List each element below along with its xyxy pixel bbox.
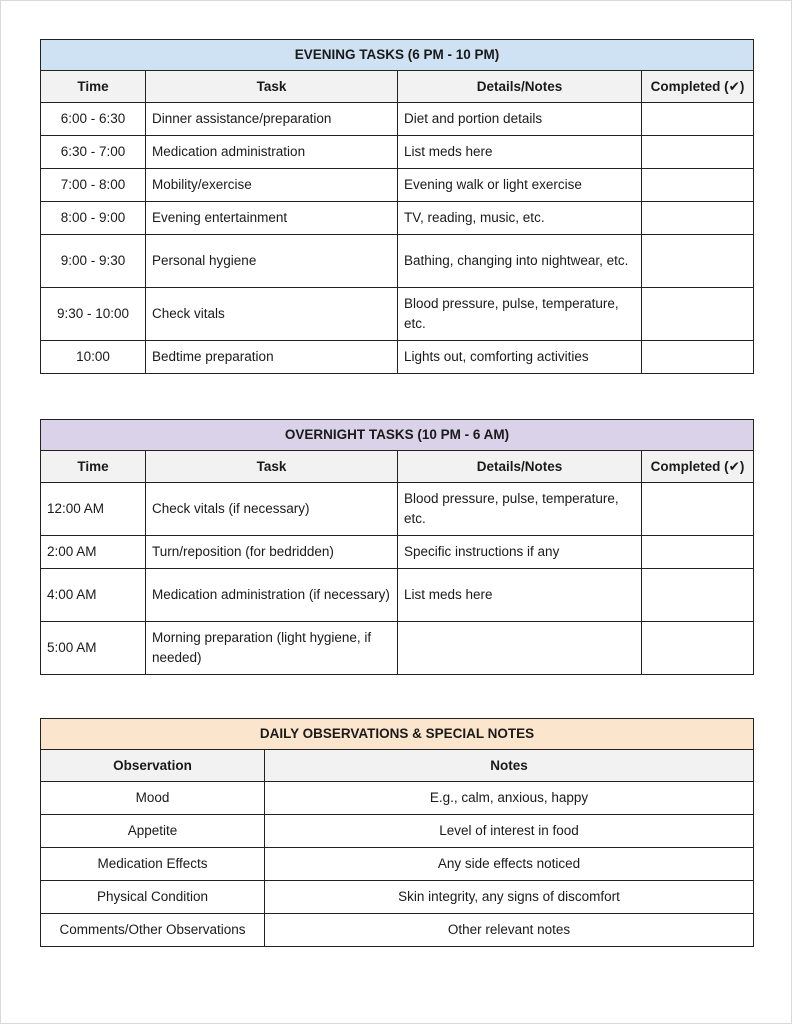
- completed-cell[interactable]: [642, 341, 754, 374]
- details-cell: Specific instructions if any: [398, 536, 642, 569]
- time-cell: 10:00: [41, 341, 146, 374]
- time-cell: 2:00 AM: [41, 536, 146, 569]
- table-row: [41, 235, 754, 288]
- task-cell: Evening entertainment: [146, 202, 398, 235]
- task-cell: Check vitals: [146, 288, 398, 341]
- task-cell: Medication administration (if necessary): [146, 569, 398, 622]
- task-cell: Turn/reposition (for bedridden): [146, 536, 398, 569]
- column-header-details: Details/Notes: [398, 451, 642, 483]
- daily-observations-table: [40, 718, 754, 947]
- table-row: [41, 815, 754, 848]
- details-cell: Blood pressure, pulse, temperature, etc.: [398, 483, 642, 536]
- time-cell: 5:00 AM: [41, 622, 146, 675]
- observation-cell: Physical Condition: [41, 881, 265, 914]
- details-cell: List meds here: [398, 136, 642, 169]
- completed-cell[interactable]: [642, 103, 754, 136]
- table-row: [41, 103, 754, 136]
- column-header-details: Details/Notes: [398, 71, 642, 103]
- table-row: [41, 569, 754, 622]
- time-cell: 7:00 - 8:00: [41, 169, 146, 202]
- table-row: [41, 288, 754, 341]
- table-row: [41, 914, 754, 947]
- details-cell: List meds here: [398, 569, 642, 622]
- table-row: [41, 622, 754, 675]
- details-cell: Diet and portion details: [398, 103, 642, 136]
- table-row: [41, 848, 754, 881]
- completed-cell[interactable]: [642, 569, 754, 622]
- task-cell: Personal hygiene: [146, 235, 398, 288]
- column-header-time: Time: [41, 451, 146, 483]
- time-cell: 9:30 - 10:00: [41, 288, 146, 341]
- table-row: [41, 202, 754, 235]
- column-header-task: Task: [146, 451, 398, 483]
- overnight-tasks-title: OVERNIGHT TASKS (10 PM - 6 AM): [41, 420, 754, 451]
- table-row: [41, 483, 754, 536]
- table-row: [41, 881, 754, 914]
- completed-cell[interactable]: [642, 288, 754, 341]
- time-cell: 8:00 - 9:00: [41, 202, 146, 235]
- time-cell: 6:00 - 6:30: [41, 103, 146, 136]
- time-cell: 6:30 - 7:00: [41, 136, 146, 169]
- details-cell: Bathing, changing into nightwear, etc.: [398, 235, 642, 288]
- completed-cell[interactable]: [642, 483, 754, 536]
- observation-cell: Mood: [41, 782, 265, 815]
- details-cell: Lights out, comforting activities: [398, 341, 642, 374]
- table-row: [41, 536, 754, 569]
- details-cell: Blood pressure, pulse, temperature, etc.: [398, 288, 642, 341]
- table-row: [41, 782, 754, 815]
- time-cell: 12:00 AM: [41, 483, 146, 536]
- observation-cell: Appetite: [41, 815, 265, 848]
- table-row: [41, 341, 754, 374]
- notes-cell: Skin integrity, any signs of discomfort: [265, 881, 754, 914]
- column-header-notes: Notes: [265, 750, 754, 782]
- task-cell: Dinner assistance/preparation: [146, 103, 398, 136]
- evening-tasks-title: EVENING TASKS (6 PM - 10 PM): [41, 40, 754, 71]
- column-header-observation: Observation: [41, 750, 265, 782]
- completed-cell[interactable]: [642, 536, 754, 569]
- notes-cell: Other relevant notes: [265, 914, 754, 947]
- completed-cell[interactable]: [642, 169, 754, 202]
- details-cell: Evening walk or light exercise: [398, 169, 642, 202]
- time-cell: 4:00 AM: [41, 569, 146, 622]
- observations-title: DAILY OBSERVATIONS & SPECIAL NOTES: [41, 719, 754, 750]
- observation-cell: Comments/Other Observations: [41, 914, 265, 947]
- column-header-completed: Completed (✔): [642, 71, 754, 103]
- completed-cell[interactable]: [642, 622, 754, 675]
- column-header-completed: Completed (✔): [642, 451, 754, 483]
- table-row: [41, 169, 754, 202]
- details-cell: [398, 622, 642, 675]
- column-header-task: Task: [146, 71, 398, 103]
- evening-tasks-table: [40, 39, 754, 374]
- details-cell: TV, reading, music, etc.: [398, 202, 642, 235]
- task-cell: Medication administration: [146, 136, 398, 169]
- completed-cell[interactable]: [642, 136, 754, 169]
- completed-cell[interactable]: [642, 235, 754, 288]
- notes-cell: Any side effects noticed: [265, 848, 754, 881]
- task-cell: Bedtime preparation: [146, 341, 398, 374]
- observation-cell: Medication Effects: [41, 848, 265, 881]
- column-header-time: Time: [41, 71, 146, 103]
- table-row: [41, 136, 754, 169]
- notes-cell: E.g., calm, anxious, happy: [265, 782, 754, 815]
- completed-cell[interactable]: [642, 202, 754, 235]
- task-cell: Morning preparation (light hygiene, if needed): [146, 622, 398, 675]
- overnight-tasks-table: [40, 419, 754, 675]
- task-cell: Check vitals (if necessary): [146, 483, 398, 536]
- notes-cell: Level of interest in food: [265, 815, 754, 848]
- task-cell: Mobility/exercise: [146, 169, 398, 202]
- time-cell: 9:00 - 9:30: [41, 235, 146, 288]
